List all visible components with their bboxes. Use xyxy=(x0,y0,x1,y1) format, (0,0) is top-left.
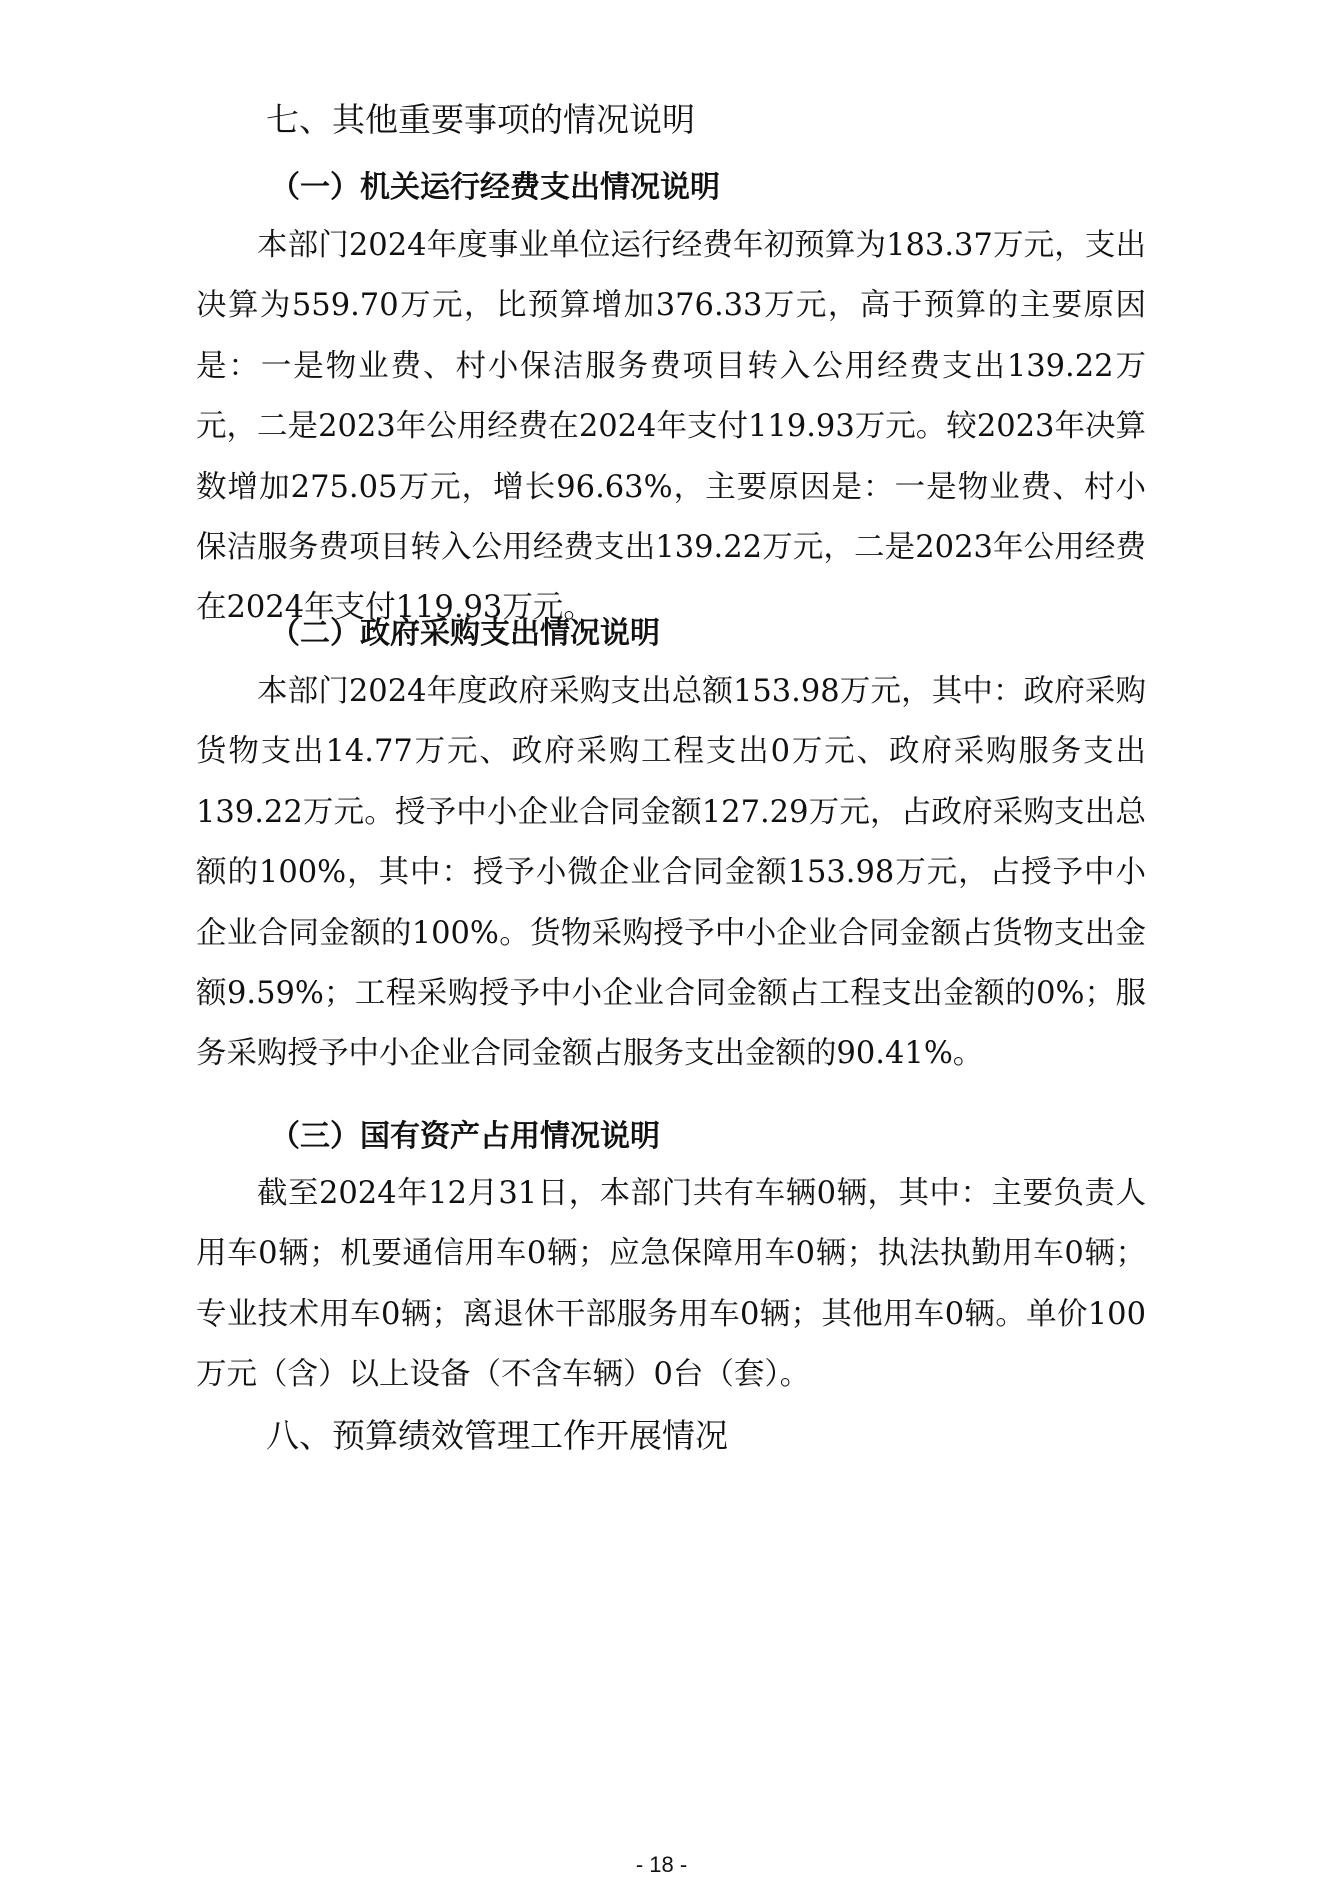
section-7-heading: 七、其他重要事项的情况说明 xyxy=(266,100,695,139)
subsection-1-heading: （一）机关运行经费支出情况说明 xyxy=(270,170,720,205)
subsection-1-paragraph: 本部门2024年度事业单位运行经费年初预算为183.37万元，支出决算为559.70万元，比预算增加376.33万元，高于预算的主要原因是：一是物业费、村小保洁服务费项目转入公用经费支出139.22万元，二是2023年公用经费在2024年支付119.93万元。较2023年决算数增加275.05万元，增长96.63%，主要原因是：一是物业费、村小保洁服务费项目转入公用经费支出139.22万元，二是2023年公用经费在2024年支付119.93万元。 xyxy=(196,228,1146,626)
section-8-heading: 八、预算绩效管理工作开展情况 xyxy=(266,1416,728,1455)
subsection-2-heading: （二）政府采购支出情况说明 xyxy=(270,616,660,651)
subsection-3-paragraph: 截至2024年12月31日，本部门共有车辆0辆，其中：主要负责人用车0辆；机要通信用车0辆；应急保障用车0辆；执法执勤用车0辆；专业技术用车0辆；离退休干部服务用车0辆；其他用车0辆。单价100万元（含）以上设备（不含车辆）0台（套）。 xyxy=(196,1176,1146,1393)
subsection-2-paragraph: 本部门2024年度政府采购支出总额153.98万元，其中：政府采购货物支出14.77万元、政府采购工程支出0万元、政府采购服务支出139.22万元。授予中小企业合同金额127.29万元，占政府采购支出总额的100%，其中：授予小微企业合同金额153.98万元，占授予中小企业合同金额的100%。货物采购授予中小企业合同金额占货物支出金额9.59%；工程采购授予中小企业合同金额占工程支出金额的0%；服务采购授予中小企业合同金额占服务支出金额的90.41%。 xyxy=(196,674,1146,1072)
subsection-3-heading: （三）国有资产占用情况说明 xyxy=(270,1119,660,1154)
page-number: - 18 - xyxy=(635,1852,688,1877)
